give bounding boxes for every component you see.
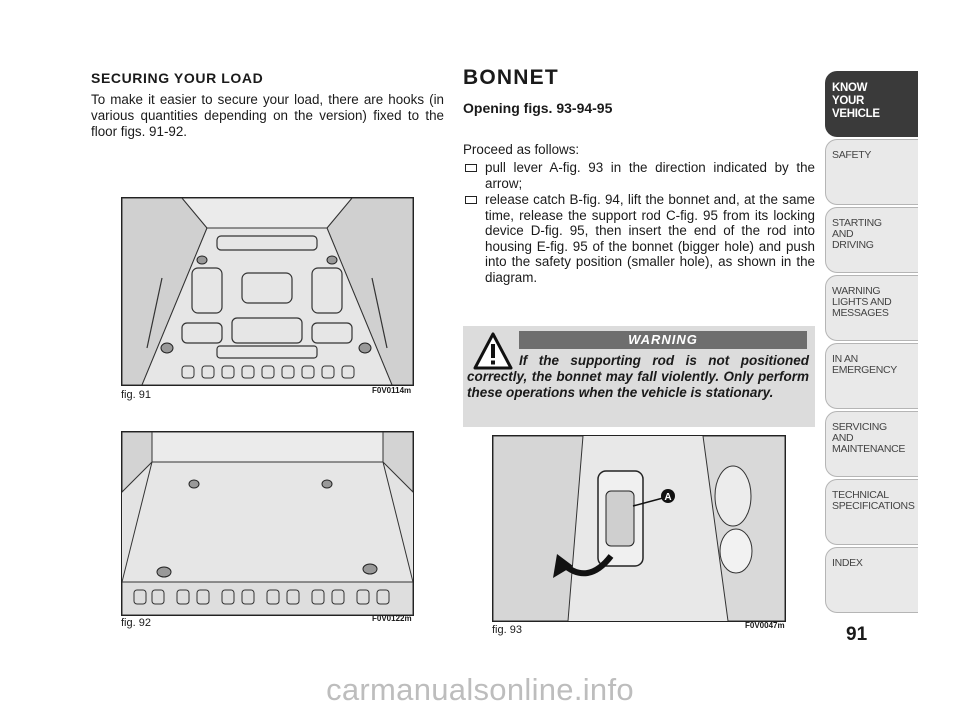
tab-servicing[interactable]: [825, 411, 918, 477]
intro-text: Proceed as follows:: [463, 142, 580, 157]
tab-label: SERVICING AND MAINTENANCE: [832, 421, 906, 455]
tab-label: SAFETY: [832, 149, 872, 161]
section-heading-bonnet: BONNET: [463, 66, 559, 89]
tab-label: KNOW YOUR VEHICLE: [832, 82, 880, 120]
subheading-opening: Opening figs. 93-94-95: [463, 100, 613, 116]
tab-warning-lights[interactable]: [825, 275, 918, 341]
warning-title: WARNING: [519, 331, 807, 349]
chapter-tabs: [825, 71, 918, 615]
checkbox-bullet-icon: [465, 196, 477, 204]
checkbox-bullet-icon: [465, 164, 477, 172]
tab-label: TECHNICAL SPECIFICATIONS: [832, 489, 915, 512]
section-heading-securing-load: SECURING YOUR LOAD: [91, 70, 264, 86]
right-column: [463, 66, 815, 285]
tab-label: IN AN EMERGENCY: [832, 353, 897, 376]
bullet-item: [463, 160, 815, 191]
securing-load-paragraph: To make it easier to secure your load, there are hooks (in various quantities depending on the version) fixed to the floor figs. 91-92.: [91, 92, 444, 139]
tab-label: INDEX: [832, 557, 863, 569]
bullet-text: release catch B-fig. 94, lift the bonnet and, at the same time, release the support rod C-fig. 95 from its locking device D-fig. 95, then insert the end of the rod into housing E-fig. 95 of the bonnet (bigger hole) and push into the safety position (smaller hole), as shown in the diagram.: [485, 192, 815, 285]
tab-label: WARNING LIGHTS AND MESSAGES: [832, 285, 892, 319]
bullet-text: pull lever A-fig. 93 in the direction indicated by the arrow;: [485, 160, 815, 191]
figure-93-callout-a: A: [664, 492, 672, 503]
figure-91-code: F0V0114m: [372, 386, 412, 395]
figure-93-caption: fig. 93: [492, 624, 522, 636]
figure-91-caption: fig. 91: [121, 389, 151, 401]
figure-92-code: F0V0122m: [372, 614, 412, 623]
page-number: 91: [846, 624, 868, 645]
tab-in-an-emergency[interactable]: [825, 343, 918, 409]
tab-label: STARTING AND DRIVING: [832, 217, 882, 251]
warning-text: If the supporting rod is not positioned correctly, the bonnet may fall violently. Only perform these operations when the vehicle is stationary.: [467, 353, 809, 400]
tab-know-your-vehicle[interactable]: [825, 71, 918, 137]
figure-92-illustration: [121, 431, 414, 616]
tab-starting-and-driving[interactable]: [825, 207, 918, 273]
left-column: [91, 70, 444, 140]
figure-93-illustration: [492, 435, 786, 622]
tab-index[interactable]: [825, 547, 918, 613]
bullet-item: [463, 192, 815, 285]
figure-93-code: F0V0047m: [745, 621, 785, 630]
tab-safety[interactable]: [825, 139, 918, 205]
tab-technical-specifications[interactable]: [825, 479, 918, 545]
watermark: carmanualsonline.info: [326, 672, 634, 707]
figure-91-illustration: [121, 197, 414, 386]
warning-box: [463, 326, 815, 427]
figure-92-caption: fig. 92: [121, 617, 151, 629]
